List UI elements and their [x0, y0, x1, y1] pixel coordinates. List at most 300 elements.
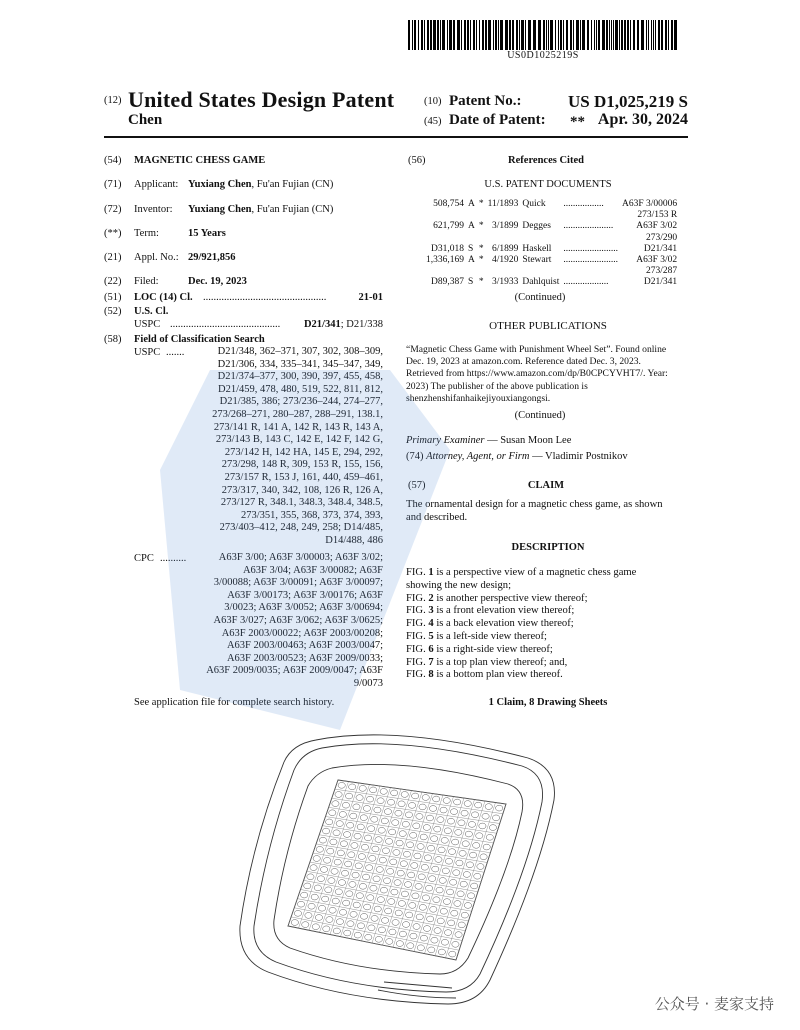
board-cell-piece — [385, 908, 392, 914]
barcode-bar — [473, 20, 475, 50]
board-cell-piece — [489, 825, 496, 831]
board-cell-piece — [399, 931, 406, 937]
board-cell-piece — [454, 799, 461, 805]
us-cl-label: U.S. Cl. — [134, 306, 169, 317]
barcode-bar — [430, 20, 432, 50]
board-cell-piece — [443, 798, 450, 804]
claim-text — [406, 498, 690, 524]
board-cell-piece — [395, 910, 402, 916]
board-cell-piece — [474, 873, 481, 879]
barcode-bar — [470, 20, 471, 50]
cpc-class-line: A63F 2003/00523; A63F 2009/0033; — [226, 652, 383, 664]
inventor — [188, 203, 333, 216]
board-cell-piece — [326, 917, 333, 923]
applicant-name: Yuxiang Chen — [188, 179, 252, 190]
cpc-class-line: 3/0023; A63F 3/0052; A63F 3/00694; — [224, 602, 383, 614]
search-cpc-dots: .......... — [160, 553, 187, 564]
board-cell-piece — [391, 889, 398, 895]
uspc-class-line: 273/298, 148 R, 309, 153 R, 155, 156, — [221, 459, 383, 471]
fig-text: is a back elevation view thereof; — [433, 618, 574, 630]
board-cell-piece — [365, 934, 372, 940]
us-cl-secondary: ; D21/338 — [340, 319, 383, 330]
board-cell-piece — [372, 846, 379, 852]
board-cell-piece — [357, 824, 364, 830]
field-58-code: (58) — [104, 334, 122, 345]
board-cell-piece — [398, 801, 405, 807]
board-cell-piece — [457, 891, 464, 897]
primary-examiner-label: Primary Examiner — [406, 435, 485, 446]
board-cell-piece — [312, 924, 319, 930]
board-cell-piece — [319, 837, 326, 843]
board-cell-piece — [368, 925, 375, 931]
board-cell-piece — [437, 817, 444, 823]
ref-star: * — [478, 221, 484, 232]
references-table — [424, 199, 679, 289]
uspc-class-line: 273/127 R, 348.1, 348.3, 348.4, 348.5, — [220, 497, 383, 509]
board-cell-piece — [475, 802, 482, 808]
ref-name: Dahlquist — [522, 277, 560, 288]
barcode-bar — [611, 20, 612, 50]
barcode-bar — [671, 20, 673, 50]
field-74-code: (74) — [406, 451, 424, 462]
board-cell-piece — [357, 923, 364, 929]
board-cell-piece — [389, 929, 396, 935]
board-cell-piece — [440, 807, 447, 813]
fig-number: 7 — [428, 656, 434, 668]
reference-row — [424, 221, 679, 232]
board-cell-piece — [473, 842, 480, 848]
board-cell-piece — [327, 848, 334, 854]
fig-text: is a right-side view thereof; — [433, 643, 553, 655]
barcode-bar — [437, 20, 439, 50]
claim-line: and described. — [406, 512, 468, 523]
uspc-class-line: 273/142 H, 142 HA, 145 E, 294, 292, — [224, 446, 383, 458]
barcode-bar — [418, 20, 419, 50]
loc-dots: ............................................... — [203, 292, 327, 303]
board-cell-piece — [311, 894, 318, 900]
board-cell-piece — [350, 813, 357, 819]
barcode-bar — [442, 20, 445, 50]
ref-subclass: 273/287 — [646, 266, 678, 277]
board-cell-piece — [370, 787, 377, 793]
board-cell-piece — [383, 878, 390, 884]
barcode-bar — [646, 20, 647, 50]
board-cell-piece — [336, 821, 343, 827]
board-cell-piece — [455, 829, 462, 835]
board-cell-piece — [417, 844, 424, 850]
fig-number: 1 — [428, 567, 434, 578]
ref-kind: A — [468, 199, 475, 209]
figure-descriptions — [406, 567, 690, 682]
board-cell-piece — [359, 785, 366, 791]
board-cell-piece — [417, 945, 424, 951]
ref-dots: ....................... — [563, 243, 618, 254]
fig-number: 4 — [428, 618, 434, 630]
board-cell-piece — [450, 809, 457, 815]
fig-text: showing the new design; — [406, 579, 512, 591]
barcode-bar — [505, 20, 508, 50]
ref-name: Stewart — [522, 255, 552, 266]
board-cell-piece — [429, 806, 436, 812]
board-cell-piece — [318, 905, 325, 911]
board-cell-piece — [302, 922, 309, 928]
board-cell-piece — [429, 876, 436, 882]
us-cl-uspc-label: USPC — [134, 319, 161, 330]
patent-type-title: United States Design Patent — [128, 87, 395, 112]
figure-description-line — [406, 644, 690, 657]
board-cell-piece — [343, 900, 350, 906]
cpc-class-line: A63F 2003/00463; A63F 2003/0047; — [226, 640, 383, 652]
board-cell-piece — [322, 896, 329, 902]
board-cell-piece — [330, 839, 337, 845]
board-cell-piece — [422, 795, 429, 801]
barcode-bar — [546, 20, 547, 50]
ref-number: D89,387 — [431, 277, 464, 288]
barcode-bar — [674, 20, 677, 50]
uspc-class-line: 273/268–271, 280–287, 288–291, 138.1, — [212, 408, 383, 420]
board-cell-piece — [410, 832, 417, 838]
barcode-bar — [651, 20, 652, 50]
board-cell-piece — [471, 812, 478, 818]
uspc-class-line: D21/459, 478, 480, 519, 522, 811, 812, — [218, 383, 383, 395]
board-cell-piece — [412, 893, 419, 899]
figure-description-line — [406, 580, 690, 593]
ref-number: 508,754 — [433, 199, 464, 209]
board-cell-piece — [343, 832, 350, 838]
board-cell-piece — [413, 924, 420, 930]
board-cell-piece — [409, 903, 416, 909]
board-cell-piece — [386, 939, 393, 945]
uspc-class-line: D21/385, 386; 273/236–244, 274–277, — [219, 396, 383, 408]
barcode-bar — [521, 20, 524, 50]
attorney-name: — Vladimir Postnikov — [529, 451, 628, 462]
uspc-class-line: 273/351, 355, 368, 373, 374, 393, — [240, 509, 383, 521]
board-cell-piece — [362, 874, 369, 880]
us-cl-primary: D21/341 — [303, 319, 341, 330]
barcode-bar — [449, 20, 452, 50]
board-cell-piece — [347, 921, 354, 927]
uspc-class-line: 273/403–412, 248, 249, 258; D14/485, — [219, 522, 383, 534]
ref-kind: A — [468, 221, 475, 232]
board-cell-piece — [388, 899, 395, 905]
barcode-bar — [609, 20, 610, 50]
board-cell-piece — [389, 829, 396, 835]
board-cell-piece — [374, 906, 381, 912]
fig-prefix: FIG. — [406, 618, 429, 630]
barcode-bar — [655, 20, 656, 50]
figure-description-line — [406, 567, 690, 580]
barcode-bar — [543, 20, 545, 50]
board-cell-piece — [320, 867, 327, 873]
fig-prefix: FIG. — [406, 669, 429, 681]
ref-star: * — [478, 243, 484, 254]
board-cell-piece — [387, 868, 394, 874]
board-cell-piece — [358, 854, 365, 860]
board-cell-piece — [451, 910, 458, 916]
barcode-bar — [570, 20, 572, 50]
board-pieces — [291, 782, 503, 957]
board-cell-piece — [456, 860, 463, 866]
grid-line — [301, 890, 469, 922]
board-cell-piece — [329, 810, 336, 816]
fig-text: is another perspective view thereof; — [433, 592, 588, 604]
figure-description-line — [406, 593, 690, 606]
board-cell-piece — [406, 842, 413, 848]
board-cell-piece — [452, 941, 459, 947]
uspc-class-line: D21/306, 334, 335–341, 345–347, 349, — [217, 358, 383, 370]
board-cell-piece — [414, 853, 421, 859]
barcode-bar — [627, 20, 629, 50]
barcode-bar — [457, 20, 460, 50]
board-cell-piece — [381, 918, 388, 924]
barcode-bar — [453, 20, 455, 50]
board-cell-piece — [316, 846, 323, 852]
board-cell-piece — [315, 915, 322, 921]
fig-prefix: FIG. — [406, 567, 429, 578]
board-cell-piece — [339, 909, 346, 915]
board-cell-piece — [332, 898, 339, 904]
board-cell-piece — [370, 885, 377, 891]
board-cell-piece — [324, 857, 331, 863]
barcode-bar — [427, 20, 429, 50]
board-cell-piece — [329, 907, 336, 913]
board-cell-piece — [412, 793, 419, 799]
claims-summary: 1 Claim, 8 Drawing Sheets — [488, 697, 608, 708]
board-cell-piece — [322, 828, 329, 834]
board-cell-piece — [338, 880, 345, 886]
barcode-bar — [408, 20, 410, 50]
board-cell-piece — [398, 901, 405, 907]
board-cell-piece — [454, 901, 461, 907]
barcode-bar — [658, 20, 660, 50]
board-cell-piece — [381, 818, 388, 824]
ref-dots: ................. — [563, 199, 604, 209]
attorney — [406, 450, 628, 463]
perspective-drawing — [228, 722, 568, 1022]
reference-row — [424, 244, 679, 255]
board-cell-piece — [462, 841, 469, 847]
board-cell-piece — [496, 805, 503, 811]
board-cell-piece — [464, 903, 471, 909]
ref-date: 3/1933 — [492, 277, 519, 288]
board-cell-piece — [345, 793, 352, 799]
figure-description-line — [406, 631, 690, 644]
barcode-bar — [594, 20, 595, 50]
board-cell-piece — [378, 827, 385, 833]
ref-star: * — [478, 199, 484, 209]
board-cell-piece — [304, 883, 311, 889]
board-cell-piece — [313, 856, 320, 862]
board-cell-piece — [480, 854, 487, 860]
board-cell-piece — [430, 906, 437, 912]
board-cell-piece — [349, 882, 356, 888]
inventor-location: , Fu'an Fujian (CN) — [251, 204, 334, 215]
primary-examiner-name: — Susan Moon Lee — [484, 435, 572, 446]
board-cell-piece — [447, 818, 454, 824]
uspc-class-line: 273/317, 340, 342, 108, 126 R, 126 A, — [221, 484, 383, 496]
ref-subclass: 273/153 R — [637, 210, 678, 221]
board-cell-piece — [338, 782, 345, 788]
barcode-bar — [495, 20, 497, 50]
board-cell-piece — [433, 897, 440, 903]
barcode-bar — [533, 20, 536, 50]
board-cell-piece — [375, 837, 382, 843]
board-cell-piece — [435, 857, 442, 863]
references-continued[interactable]: (Continued) — [514, 292, 566, 303]
board-cell-piece — [367, 895, 374, 901]
fig-number: 2 — [428, 592, 434, 604]
ref-class: D21/341 — [643, 277, 678, 288]
board-cell-piece — [428, 947, 435, 953]
reference-subclass-row — [424, 210, 679, 221]
board-cell-piece — [314, 885, 321, 891]
board-cell-piece — [421, 864, 428, 870]
board-cell-piece — [460, 881, 467, 887]
barcode-bar — [464, 20, 466, 50]
board-cell-piece — [346, 891, 353, 897]
barcode-bar — [665, 20, 667, 50]
board-cell-piece — [431, 937, 438, 943]
fig-prefix: FIG. — [406, 630, 429, 642]
us-cl-value — [270, 318, 383, 331]
barcode — [408, 20, 678, 50]
figure-description-line — [406, 605, 690, 618]
code-10: (10) — [424, 96, 442, 107]
barcode-bar — [519, 20, 520, 50]
board-cell-piece — [432, 866, 439, 872]
cpc-class-line: A63F 3/00173; A63F 3/00176; A63F — [227, 589, 383, 601]
search-cpc-label: CPC — [134, 553, 154, 564]
grid-line — [294, 908, 462, 941]
barcode-bar — [500, 20, 503, 50]
board-cell-piece — [380, 887, 387, 893]
fig-prefix: FIG. — [406, 605, 429, 617]
field-51-code: (51) — [104, 292, 122, 303]
board-cell-piece — [359, 883, 366, 889]
fig-text: is a bottom plan view thereof. — [433, 669, 563, 681]
board-cell-piece — [424, 855, 431, 861]
barcode-bar — [558, 20, 559, 50]
cpc-class-line: A63F 3/04; A63F 3/00082; A63F — [242, 564, 383, 576]
barcode-bar — [630, 20, 631, 50]
barcode-bar — [661, 20, 663, 50]
cpc-class-line: 9/0073 — [353, 677, 383, 689]
barcode-bar — [467, 20, 469, 50]
barcode-bar — [479, 20, 480, 50]
applicant-label: Applicant: — [134, 179, 179, 190]
ref-dots: ....................... — [563, 255, 618, 266]
board-cell-piece — [415, 883, 422, 889]
filed-label: Filed: — [134, 276, 159, 287]
reference-row — [424, 277, 679, 288]
cpc-class-line: A63F 3/00; A63F 3/00003; A63F 3/02; — [218, 552, 383, 563]
board-cell-piece — [305, 913, 312, 919]
board-cell-piece — [441, 939, 448, 945]
board-cell-piece — [355, 863, 362, 869]
patent-no-label: Patent No.: — [449, 93, 522, 109]
board-cell-piece — [301, 892, 308, 898]
ref-dots: ..................... — [563, 221, 614, 232]
board-cell-piece — [356, 795, 363, 801]
barcode-bar — [485, 20, 487, 50]
filed-value: Dec. 19, 2023 — [188, 276, 247, 287]
barcode-bar — [516, 20, 518, 50]
board-cell-piece — [348, 852, 355, 858]
publications-continued[interactable]: (Continued) — [514, 410, 566, 421]
description-title: DESCRIPTION — [511, 542, 585, 553]
ref-number: 1,336,169 — [426, 255, 464, 266]
barcode-bar — [648, 20, 649, 50]
board-cell-piece — [461, 912, 468, 918]
board-cell-piece — [402, 922, 409, 928]
board-cell-piece — [350, 911, 357, 917]
fig-prefix: FIG. — [406, 592, 429, 604]
barcode-bar — [606, 20, 608, 50]
board-cell-piece — [401, 891, 408, 897]
term-value: 15 Years — [188, 228, 226, 239]
field-22-code: (22) — [104, 276, 122, 287]
ref-kind: S — [468, 277, 474, 288]
board-cell-piece — [368, 826, 375, 832]
board-cell-piece — [371, 915, 378, 921]
board-cell-piece — [450, 879, 457, 885]
barcode-bar — [613, 20, 614, 50]
board-cell-piece — [410, 933, 417, 939]
board-cell-piece — [387, 799, 394, 805]
board-cell-piece — [336, 919, 343, 925]
barcode-bar — [668, 20, 669, 50]
barcode-bar — [641, 20, 644, 50]
inventor-name: Yuxiang Chen — [188, 204, 252, 215]
board-cell-piece — [366, 865, 373, 871]
board-cell-piece — [328, 878, 335, 884]
ref-star: * — [478, 255, 484, 266]
board-cell-piece — [337, 850, 344, 856]
board-cell-piece — [349, 784, 356, 790]
board-cell-piece — [411, 863, 418, 869]
search-history-note: See application file for complete search history. — [134, 697, 335, 708]
ref-dots: ................... — [563, 277, 609, 288]
ref-class: D21/341 — [643, 243, 678, 254]
uspc-class-line: 273/143 B, 143 C, 142 E, 142 F, 142 G, — [215, 434, 383, 446]
barcode-bar — [493, 20, 494, 50]
barcode-bar — [633, 20, 635, 50]
ref-name: Degges — [522, 221, 551, 232]
board-cell-piece — [419, 904, 426, 910]
board-cell-piece — [438, 847, 445, 853]
date-of-patent-label: Date of Patent: — [449, 112, 546, 128]
board-cell-piece — [390, 859, 397, 865]
board-cell-piece — [307, 874, 314, 880]
field-57-code: (57) — [408, 480, 426, 491]
search-uspc-list — [176, 346, 383, 548]
board-cell-piece — [453, 870, 460, 876]
claim-line: The ornamental design for a magnetic chess game, as shown — [406, 499, 663, 510]
board-cell-piece — [440, 908, 447, 914]
board-cell-piece — [360, 815, 367, 821]
board-cell-piece — [332, 801, 339, 807]
barcode-bar — [637, 20, 639, 50]
barcode-bar — [602, 20, 605, 50]
board-cell-piece — [397, 870, 404, 876]
board-cell-piece — [408, 802, 415, 808]
board-cell-piece — [352, 872, 359, 878]
board-cell-piece — [335, 889, 342, 895]
board-cell-piece — [354, 932, 361, 938]
board-cell-piece — [344, 930, 351, 936]
publication-line: 2023) The publisher of the above publication is — [406, 380, 588, 392]
board-cell-piece — [452, 839, 459, 845]
